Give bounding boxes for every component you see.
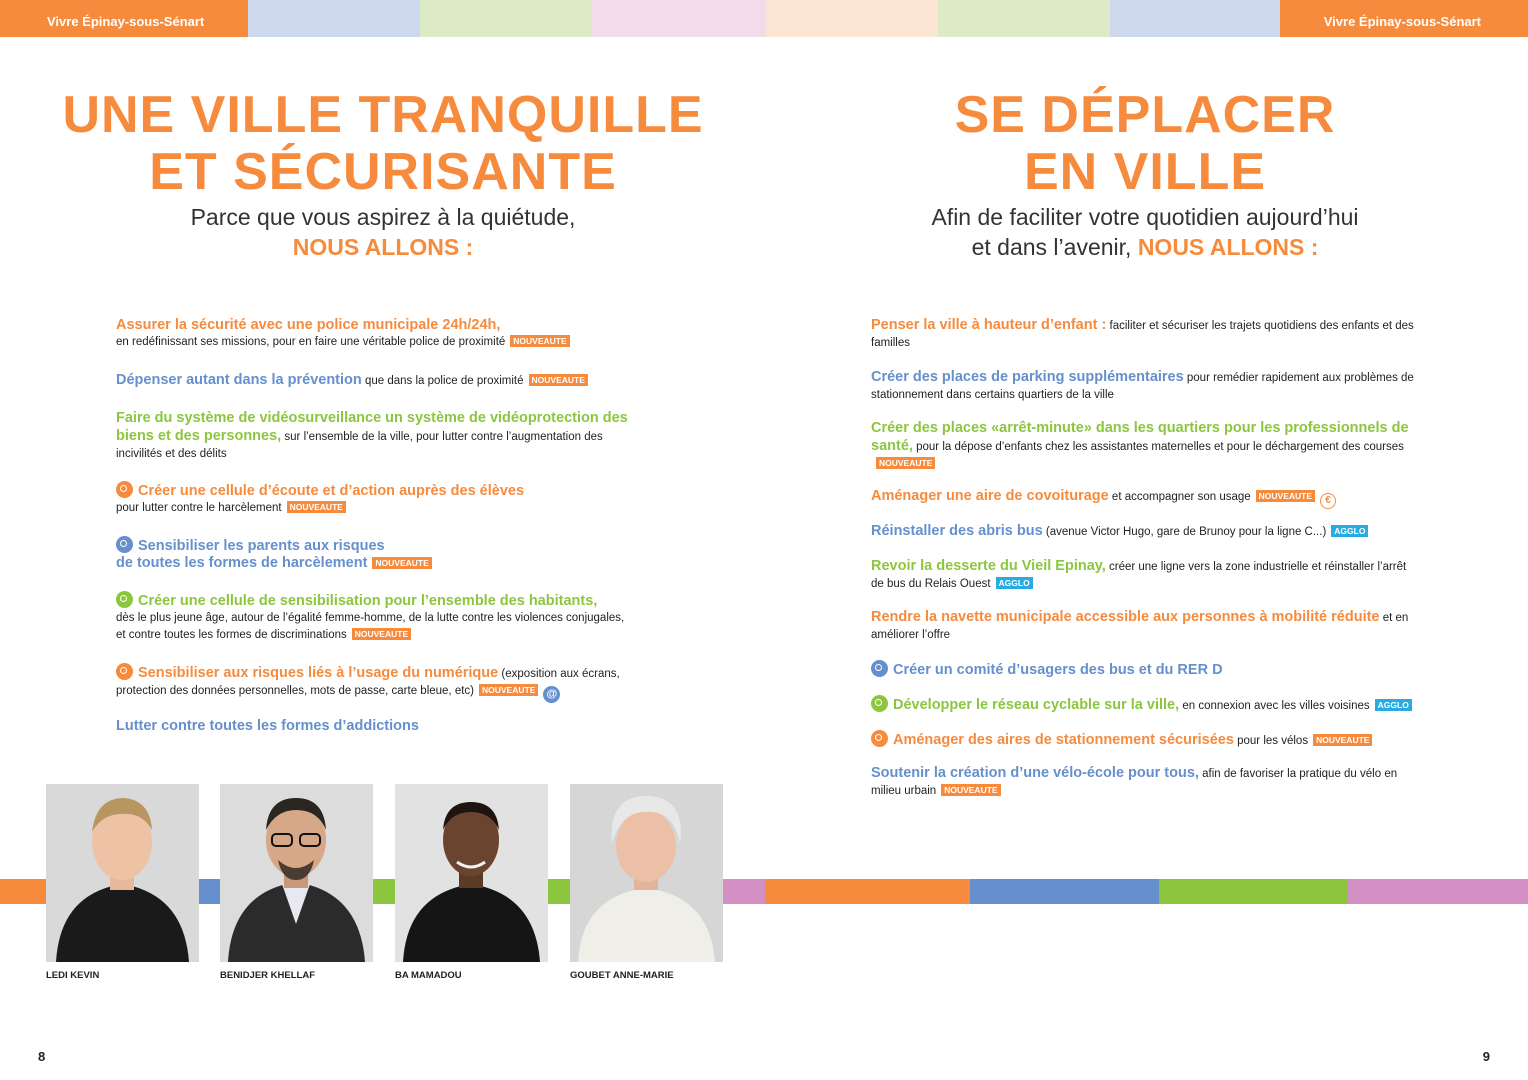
left-item-6: Créer une cellule de sensibilisation pour l’ensemble des habitants, dès le plus jeune âge, autour de l’égalité femme-homme, de la lutte contre les violences conjugales, et contre toutes les formes de discriminations NOUVEAUTE xyxy=(116,593,625,641)
right-subtitle-line1: Afin de faciliter votre quotidien aujourd’hui xyxy=(931,204,1359,230)
agglo-tag: AGGLO xyxy=(1331,525,1368,537)
circle-arrow-icon xyxy=(116,591,133,608)
nouveaute-tag: NOUVEAUTE xyxy=(352,628,411,640)
right-item-2: Créer des places de parking supplémentaires pour remédier rapidement aux problèmes de stationnement dans certains quartiers de la ville xyxy=(871,369,1414,401)
nouveaute-tag: NOUVEAUTE xyxy=(479,684,538,696)
top-color-bar xyxy=(0,0,1528,37)
person-name: BENIDJER KHELLAF xyxy=(220,970,316,981)
right-title xyxy=(800,87,1490,201)
left-title-line1: UNE VILLE TRANQUILLE xyxy=(62,86,704,144)
portrait-photo xyxy=(395,784,548,962)
left-item-4: Créer une cellule d’écoute et d’action auprès des élèves pour lutter contre le harcèlement NOUVEAUTE xyxy=(116,483,525,514)
person-name: GOUBET ANNE-MARIE xyxy=(570,970,674,981)
nouveaute-tag: NOUVEAUTE xyxy=(372,557,431,569)
portrait-photo xyxy=(570,784,723,962)
right-subtitle-emphasis: NOUS ALLONS : xyxy=(1137,234,1319,260)
nouveaute-tag: NOUVEAUTE xyxy=(1313,734,1372,746)
right-item-1: Penser la ville à hauteur d’enfant : faciliter et sécuriser les trajets quotidiens des enfants et des familles xyxy=(871,317,1414,349)
left-subtitle xyxy=(40,202,726,262)
portrait-photo xyxy=(220,784,373,962)
portrait-photo xyxy=(46,784,199,962)
right-item-10: Aménager des aires de stationnement sécurisées pour les vélos NOUVEAUTE xyxy=(871,730,1431,750)
agglo-tag: AGGLO xyxy=(996,577,1033,589)
person-name: BA MAMADOU xyxy=(395,970,462,981)
nouveaute-tag: NOUVEAUTE xyxy=(941,784,1000,796)
circle-arrow-icon xyxy=(871,660,888,677)
tree-icon xyxy=(871,695,888,712)
left-title xyxy=(40,87,726,201)
right-item-3: Créer des places «arrêt-minute» dans les quartiers pour les professionnels de santé, pour la dépose d’enfants chez les assistantes maternelles et pour le déchargement des coursesNOUVEAUTE xyxy=(871,420,1409,468)
agglo-tag: AGGLO xyxy=(1375,699,1412,711)
left-item-3: Faire du système de vidéosurveillance un système de vidéoprotection des biens et des personnes, sur l’ensemble de la ville, pour lutter contre l’augmentation des incivilités et des délits xyxy=(116,410,628,460)
right-item-4: Aménager une aire de covoiturage et accompagner son usage NOUVEAUTE € xyxy=(871,488,1421,509)
right-item-11: Soutenir la création d’une vélo-école pour tous, afin de favoriser la pratique du vélo en milieu urbain NOUVEAUTE xyxy=(871,765,1398,797)
right-item-7: Rendre la navette municipale accessible aux personnes à mobilité réduite et en améliorer l’offre xyxy=(871,609,1409,641)
right-item-6: Revoir la desserte du Vieil Epinay, créer une ligne vers la zone industrielle et réinstaller l’arrêt de bus du Relais Ouest AGGLO xyxy=(871,558,1407,590)
left-subtitle-emphasis: NOUS ALLONS : xyxy=(292,234,474,260)
circle-arrow-icon xyxy=(116,663,133,680)
circle-arrow-icon xyxy=(116,481,133,498)
circle-arrow-icon xyxy=(116,536,133,553)
nouveaute-tag: NOUVEAUTE xyxy=(287,501,346,513)
right-item-5: Réinstaller des abris bus (avenue Victor Hugo, gare de Brunoy pour la ligne C...) AGGLO xyxy=(871,523,1421,541)
at-sign-icon: @ xyxy=(543,686,560,703)
left-subtitle-text: Parce que vous aspirez à la quiétude, xyxy=(190,204,576,230)
nouveaute-tag: NOUVEAUTE xyxy=(510,335,569,347)
nouveaute-tag: NOUVEAUTE xyxy=(1256,490,1315,502)
person-name: LEDI KEVIN xyxy=(46,970,100,981)
page-number-left: 8 xyxy=(38,1049,46,1064)
nouveaute-tag: NOUVEAUTE xyxy=(876,457,935,469)
right-subtitle-line2: et dans l’avenir, xyxy=(971,234,1132,260)
euro-icon: € xyxy=(1320,493,1336,509)
left-item-1: Assurer la sécurité avec une police municipale 24h/24h, en redéfinissant ses missions, pour en faire une véritable police de proximité NOUVEAUTE xyxy=(116,317,636,351)
right-title-line2: EN VILLE xyxy=(1023,143,1267,201)
left-item-8: Lutter contre toutes les formes d’addictions xyxy=(116,718,419,734)
right-item-9: Développer le réseau cyclable sur la ville, en connexion avec les villes voisines AGGLO xyxy=(871,695,1431,715)
left-item-2: Dépenser autant dans la prévention que dans la police de proximité NOUVEAUTE xyxy=(116,372,636,390)
left-title-line2: ET SÉCURISANTE xyxy=(149,143,617,201)
tree-icon xyxy=(871,730,888,747)
page-number-right: 9 xyxy=(1482,1049,1490,1064)
header-left-label: Vivre Épinay-sous-Sénart xyxy=(47,14,205,29)
left-item-5: Sensibiliser les parents aux risques de toutes les formes de harcèlement NOUVEAUTE xyxy=(116,536,636,573)
nouveaute-tag: NOUVEAUTE xyxy=(529,374,588,386)
left-item-7: Sensibiliser aux risques liés à l’usage du numérique (exposition aux écrans, protection des données personnelles, mots de passe, carte bleue, etc) NOUVEAUTE @ xyxy=(116,663,636,703)
right-subtitle xyxy=(800,202,1490,262)
right-title-line1: SE DÉPLACER xyxy=(954,86,1336,144)
header-right-label: Vivre Épinay-sous-Sénart xyxy=(1323,14,1481,29)
right-item-8: Créer un comité d’usagers des bus et du RER D xyxy=(871,660,1421,680)
